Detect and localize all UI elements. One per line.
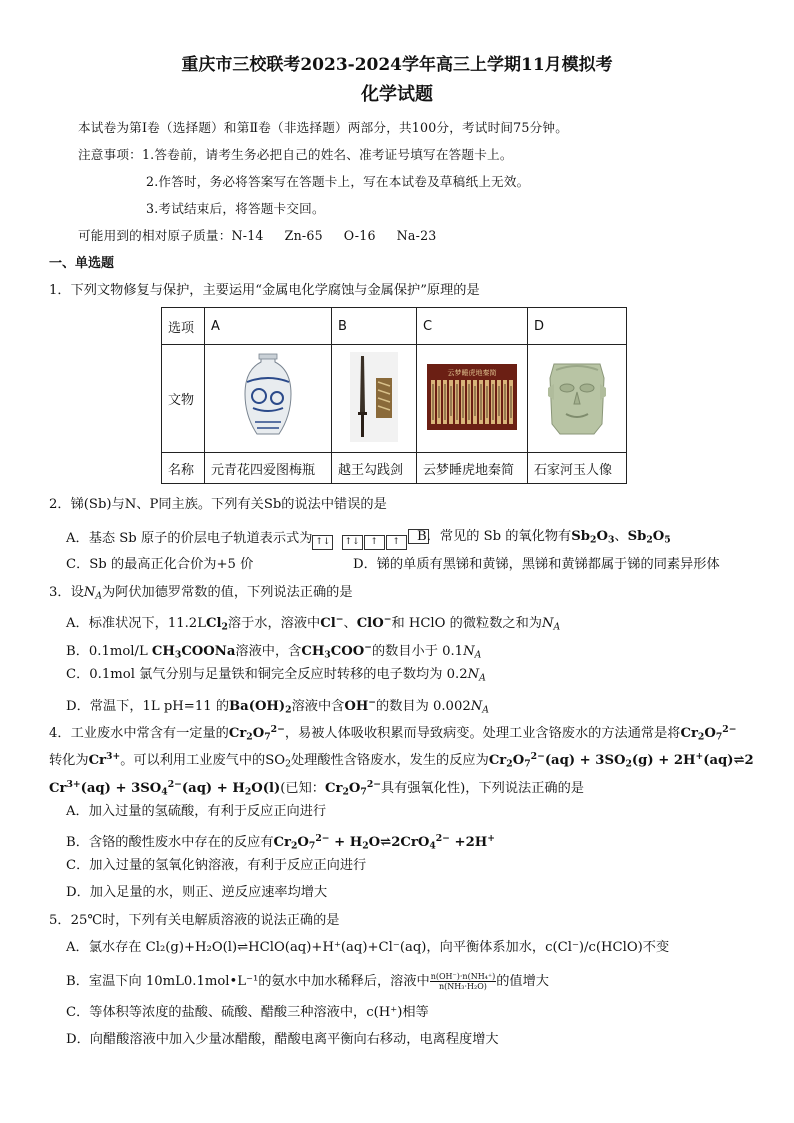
q4-option-c: C．加入过量的氢氧化钠溶液，有利于反应正向进行 — [66, 858, 367, 873]
row-label-relic: 文物 — [162, 345, 205, 453]
name-a: 元青花四爱图梅瓶 — [205, 453, 332, 484]
option-a: A — [205, 308, 332, 345]
q2-option-a — [66, 529, 430, 550]
intro-note: 本试卷为第Ⅰ卷（选择题）和第Ⅱ卷（非选择题）两部分，共100分，考试时间75分钟。 — [78, 120, 568, 135]
orbital-5s: ↑↓ — [312, 535, 333, 550]
q5-option-b — [66, 972, 549, 991]
q4-l3-post2: 具有强氧化性)，下列说法正确的是 — [380, 781, 584, 797]
q4-l2-post: 。可以利用工业废气中的SO — [120, 753, 286, 769]
q3-d-pre: D．常温下，1L pH=11 的 — [66, 699, 230, 715]
q2-a-text: A．基态 Sb 原子的价层电子轨道表示式为 — [66, 531, 313, 546]
q4-b-pre: B．含铬的酸性废水中存在的反应有 — [66, 835, 274, 851]
q5-option-d: D．向醋酸溶液中加入少量冰醋酸，醋酸电离平衡向右移动，电离程度增大 — [66, 1032, 499, 1047]
notice-2: 2.作答时，务必将答案写在答题卡上，写在本试卷及草稿纸上无效。 — [146, 174, 530, 189]
q3-option-a: A．标准状况下，11.2LCl$_2$溶于水，溶液中Cl−、ClO−和 HClO 的微粒数之和为$N_A$ — [66, 614, 561, 633]
q4-line-3: $Cr^{3+}(aq) + 3SO_4^{2-}(aq) + H_2O(l)$(已知：$Cr_2O_7^{2-}$具有强氧化性)，下列说法正确的是 — [49, 779, 584, 798]
q3-a-pre: A．标准状况下，11.2L — [66, 616, 206, 632]
exam-subtitle: 化学试题 — [361, 84, 433, 105]
row-label-option: 选项 — [162, 308, 205, 345]
q3-a-tail: 和 HClO 的微粒数之和为 — [391, 616, 542, 632]
q4-line-1: 4．工业废水中常含有一定量的$Cr_2O_7^{2-}$，易被人体吸收积累而导致病变。处理工业含铬废水的方法通常是将$Cr_2O_7^{2-}$ — [49, 724, 737, 743]
q2-option-d: D．锑的单质有黑锑和黄锑，黑锑和黄锑都属于锑的同素异形体 — [353, 557, 720, 572]
option-d: D — [528, 308, 627, 345]
q3-option-c: C．0.1mol 氯气分别与足量铁和铜完全反应时转移的电子数均为 $0.2N_A$ — [66, 667, 486, 684]
q3-option-d: D．常温下，1L pH=11 的$Ba(OH)_2$溶液中含OH−的数目为 $0.002N_A$ — [66, 697, 489, 716]
notice-1: 注意事项：1.答卷前，请考生务必把自己的姓名、准考证号填写在答题卡上。 — [78, 147, 513, 162]
exam-title: 重庆市三校联考2023-2024学年高三上学期11月模拟考 — [181, 55, 613, 75]
row-label-name: 名称 — [162, 453, 205, 484]
orbital-5p-1: ↑↓ — [342, 535, 363, 550]
orbital-5p-2: ↑ — [364, 535, 385, 550]
q5-fraction — [430, 972, 497, 991]
atomic-masses: 可能用到的相对原子质量：N-14 Zn-65 O-16 Na-23 — [78, 228, 437, 243]
q5-option-c: C．等体积等浓度的盐酸、硫酸、醋酸三种溶液中，c(H⁺)相等 — [66, 1005, 429, 1020]
notice-3: 3.考试结束后，将答题卡交回。 — [146, 201, 325, 216]
q5-b-post: 的值增大 — [496, 974, 549, 989]
q3-b-pre: B．0.1mol/L — [66, 644, 152, 660]
option-b: B — [332, 308, 417, 345]
option-c: C — [417, 308, 528, 345]
q5-b-pre: B．室温下向 10mL0.1mol•L⁻¹的氨水中加水稀释后，溶液中 — [66, 974, 430, 989]
q1-relic-table — [161, 307, 627, 484]
q3-d-mid: 溶液中含 — [291, 699, 345, 715]
name-c: 云梦睡虎地秦简 — [417, 453, 528, 484]
sword-image — [332, 345, 417, 453]
q1-stem: 1．下列文物修复与保护，主要运用“金属电化学腐蚀与金属保护”原理的是 — [49, 283, 480, 298]
q3-b-mid: 溶液中，含 — [235, 644, 302, 660]
q2-b-text: B．常见的 Sb 的氧化物有 — [417, 529, 572, 544]
bamboo-slips-image — [417, 345, 528, 453]
q3-stem-pre: 3．设 — [49, 585, 84, 600]
q2-option-b: B．常见的 Sb 的氧化物有$Sb_2O_3$、$Sb_2O_5$ — [417, 529, 671, 546]
orbital-5p-3: ↑ — [386, 535, 407, 550]
q4-l1-pre: 4．工业废水中常含有一定量的 — [49, 726, 229, 742]
q2-option-c: C．Sb 的最高正化合价为+5 价 — [66, 557, 254, 572]
q3-d-tail: 的数目为 0.002 — [376, 699, 471, 715]
q4-l2-post2: 处理酸性含铬废水，发生的反应为 — [291, 753, 489, 769]
jade-figure-image — [528, 345, 627, 453]
svg-text:云梦睡虎地秦简: 云梦睡虎地秦简 — [447, 368, 497, 377]
q5-fraction-den: n(NH₃·H₂O) — [439, 982, 487, 991]
q3-a-mid: 溶于水，溶液中 — [227, 616, 321, 632]
q4-line-2: 转化为$Cr^{3+}$。可以利用工业废气中的$SO_2$处理酸性含铬废水，发生的反应为$Cr_2O_7^{2-}(aq) + 3SO_2(g)$ + 2H+(aq)⇌2 — [49, 751, 754, 770]
q4-l3-post: (已知： — [280, 781, 325, 797]
name-d: 石家河玉人像 — [528, 453, 627, 484]
q4-l2-pre: 转化为 — [49, 753, 89, 769]
q3-stem: 3．设$N_A$为阿伏加德罗常数的值，下列说法正确的是 — [49, 585, 353, 602]
q3-b-tail: 的数目小于 0.1 — [371, 644, 464, 660]
section-heading: 一、单选题 — [49, 256, 115, 271]
q3-stem-post: 为阿伏加德罗常数的值，下列说法正确的是 — [101, 585, 353, 600]
q4-option-d: D．加入足量的水，则正、逆反应速率均增大 — [66, 885, 328, 900]
q4-option-a: A．加入过量的氢硫酸，有利于反应正向进行 — [66, 804, 327, 819]
q5-stem: 5．25℃时，下列有关电解质溶液的说法正确的是 — [49, 913, 340, 928]
q2-stem: 2．锑(Sb)与N、P同主族。下列有关Sb的说法中错误的是 — [49, 497, 387, 512]
q3-c-pre: C．0.1mol 氯气分别与足量铁和铜完全反应时转移的电子数均为 0.2 — [66, 667, 468, 682]
q4-option-b: B．含铬的酸性废水中存在的反应有$Cr_2O_7^{2-}$ + $H_2O\rightleftharpoons 2CrO_4^{2-} +2H^+$ — [66, 833, 495, 852]
q5-option-a: A．氯水存在 Cl₂(g)+H₂O(l)⇌HClO(aq)+H⁺(aq)+Cl⁻(aq)，向平衡体系加水，c(Cl⁻)/c(HClO)不变 — [66, 940, 670, 955]
q3-option-b: B．0.1mol/L $CH_3COONa$溶液中，含$CH_3COO^-$的数目小于 $0.1N_A$ — [66, 642, 482, 661]
name-b: 越王勾践剑 — [332, 453, 417, 484]
vase-image — [205, 345, 332, 453]
q4-l1-mid: ，易被人体吸收积累而导致病变。处理工业含铬废水的方法通常是将 — [284, 726, 681, 742]
q5-fraction-num: n(OH⁻)·n(NH₄⁺) — [430, 972, 496, 981]
